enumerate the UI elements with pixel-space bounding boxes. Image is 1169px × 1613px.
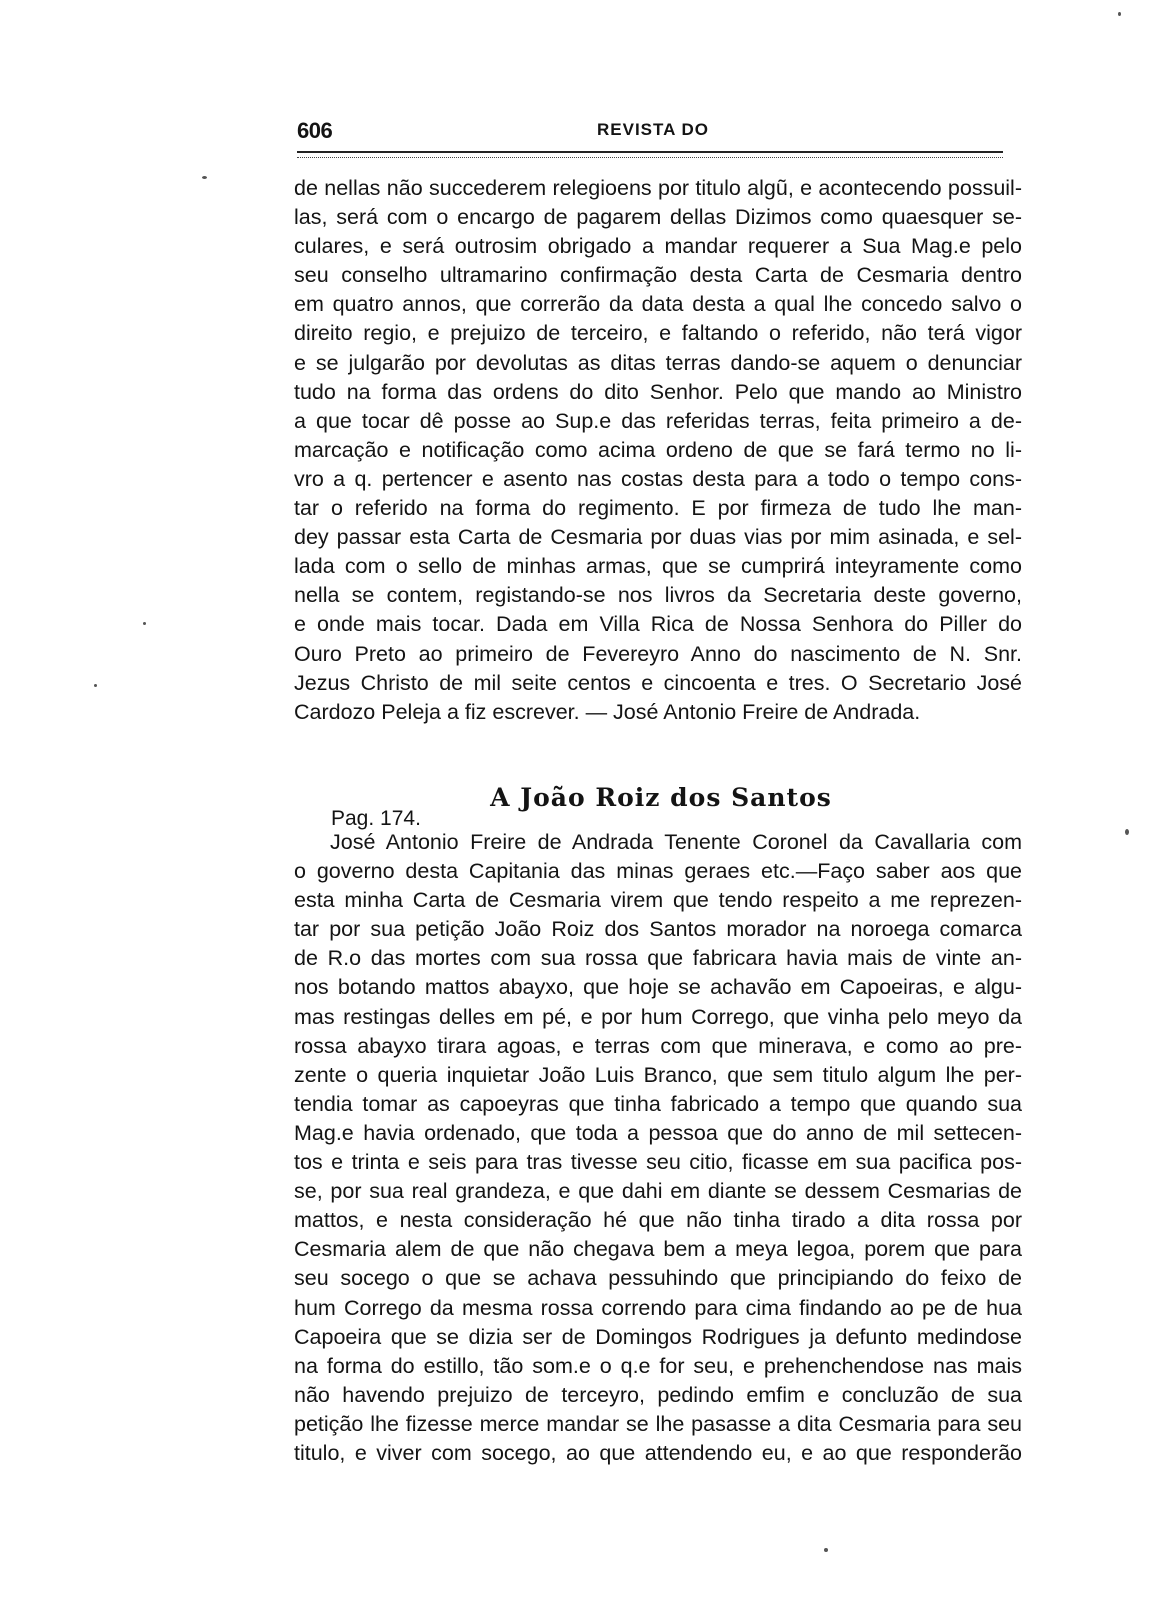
text-line: e onde mais tocar. Dada em Villa Rica de Nossa Senhora do Piller do xyxy=(294,612,1022,637)
text-line: se, por sua real grandeza, e que dahi em diante se dessem Cesmarias de xyxy=(294,1179,1022,1204)
body-text-letter xyxy=(294,828,1022,1468)
text-line: zente o queria inquietar João Luis Branco, que sem titulo algum lhe per- xyxy=(294,1062,1022,1087)
text-line: Ouro Preto ao primeiro de Fevereyro Anno do nascimento de N. Snr. xyxy=(294,641,1022,666)
text-line: tar por sua petição João Roiz dos Santos morador na noroega comarca xyxy=(294,917,1022,942)
scan-speck xyxy=(1125,829,1129,835)
page-number: 606 xyxy=(297,118,333,143)
text-line: na forma do estillo, tão som.e o q.e for seu, e prehenchendose nas mais xyxy=(294,1353,1022,1378)
running-head xyxy=(297,118,1002,148)
text-line: lada com o sello de minhas armas, que se cumprirá inteyramente como xyxy=(294,554,1022,579)
text-line: mattos, e nesta consideração hé que não tinha tirado a dita rossa por xyxy=(294,1208,1022,1233)
text-line: tar o referido na forma do regimento. E por firmeza de tudo lhe man- xyxy=(294,496,1022,521)
text-line: hum Corrego da mesma rossa correndo para cima findando ao pe de hua xyxy=(294,1295,1022,1320)
text-line: Jezus Christo de mil seite centos e cincoenta e tres. O Secretario José xyxy=(294,670,1022,695)
page-reference: Pag. 174. xyxy=(331,807,421,830)
scan-speck xyxy=(1118,12,1121,16)
text-line: las, será com o encargo de pagarem dellas Dizimos como quaesquer se- xyxy=(294,205,1022,230)
text-line: petição lhe fizesse merce mandar se lhe pasasse a dita Cesmaria para seu xyxy=(294,1411,1022,1436)
text-line: Capoeira que se dizia ser de Domingos Rodrigues ja defunto medindose xyxy=(294,1324,1022,1349)
text-line: tudo na forma das ordens do dito Senhor. Pelo que mando ao Ministro xyxy=(294,379,1022,404)
header-rule xyxy=(297,151,1003,158)
text-line: esta minha Carta de Cesmaria virem que tendo respeito a me reprezen- xyxy=(294,888,1022,913)
journal-title: REVISTA DO xyxy=(597,120,710,139)
text-line: titulo, e viver com socego, ao que attendendo eu, e ao que responderão xyxy=(294,1440,1022,1465)
scan-speck xyxy=(143,622,146,625)
text-line: dey passar esta Carta de Cesmaria por duas vias por mim asinada, e sel- xyxy=(294,525,1022,550)
text-line: não havendo prejuizo de terceyro, pedindo emfim e concluzão de sua xyxy=(294,1382,1022,1407)
text-line: mas restingas delles em pé, e por hum Corrego, que vinha pelo meyo da xyxy=(294,1004,1022,1029)
scan-speck xyxy=(94,684,97,687)
section-heading: A João Roiz dos Santos xyxy=(490,783,832,812)
text-line: o governo desta Capitania das minas geraes etc.—Faço saber aos que xyxy=(294,859,1022,884)
scan-speck xyxy=(202,176,207,179)
text-line: Cesmaria alem de que não chegava bem a meya legoa, porem que para xyxy=(294,1237,1022,1262)
text-line: de nellas não succederem relegioens por titulo algũ, e acontecendo possuil- xyxy=(294,176,1022,200)
text-line: em quatro annos, que correrão da data desta a qual lhe concedo salvo o xyxy=(294,292,1022,317)
text-line: Mag.e havia ordenado, que toda a pessoa que do anno de mil settecen- xyxy=(294,1120,1022,1145)
text-line: a que tocar dê posse ao Sup.e das referidas terras, feita primeiro a de- xyxy=(294,408,1022,433)
text-line: marcação e notificação como acima ordeno de que se fará termo no li- xyxy=(294,437,1022,462)
text-line: seu conselho ultramarino confirmação desta Carta de Cesmaria dentro xyxy=(294,263,1022,288)
text-line: nella se contem, registando-se nos livros da Secretaria deste governo, xyxy=(294,583,1022,608)
scan-speck xyxy=(824,1548,828,1552)
text-line: tendia tomar as capoeyras que tinha fabricado a tempo que quando sua xyxy=(294,1091,1022,1116)
text-line: seu socego o que se achava pessuhindo que principiando do feixo de xyxy=(294,1266,1022,1291)
text-line: rossa abayxo tirara agoas, e terras com que minerava, e como ao pre- xyxy=(294,1033,1022,1058)
text-line: José Antonio Freire de Andrada Tenente Coronel da Cavallaria com xyxy=(330,830,1022,854)
text-line: culares, e será outrosim obrigado a mandar requerer a Sua Mag.e pelo xyxy=(294,234,1022,259)
text-line: e se julgarão por devolutas as ditas terras dando-se aquem o denunciar xyxy=(294,350,1022,375)
text-line: vro a q. pertencer e asento nas costas desta para a todo o tempo cons- xyxy=(294,466,1022,491)
text-line: direito regio, e prejuizo de terceiro, e faltando o referido, não terá vigor xyxy=(294,321,1022,346)
text-line: tos e trinta e seis para tras tivesse seu citio, ficasse em sua pacifica pos- xyxy=(294,1150,1022,1175)
body-text-continuation xyxy=(294,174,1022,727)
text-line: Cardozo Peleja a fiz escrever. — José Antonio Freire de Andrada. xyxy=(294,699,921,724)
text-line: de R.o das mortes com sua rossa que fabricara havia mais de vinte an- xyxy=(294,946,1022,971)
text-line: nos botando mattos abayxo, que hoje se achavão em Capoeiras, e algu- xyxy=(294,975,1022,1000)
